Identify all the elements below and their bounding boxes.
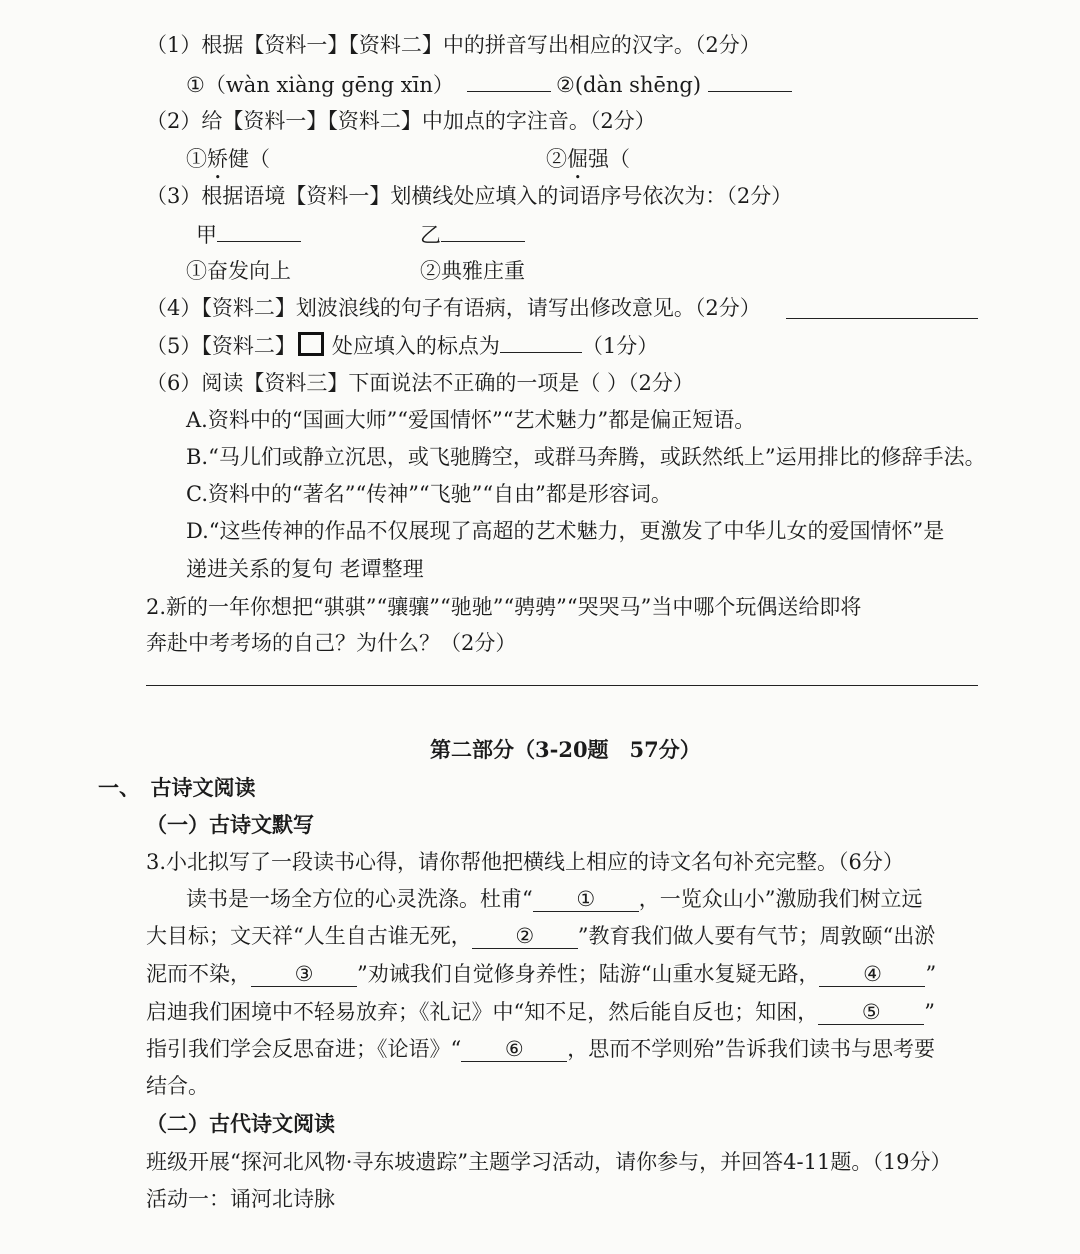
para-text: 泥而不染， bbox=[146, 962, 251, 986]
q1-sub3-option1: ①奋发向上 bbox=[186, 259, 291, 283]
jia-label: 甲 bbox=[196, 223, 217, 247]
q1-sub3-jia bbox=[196, 220, 301, 250]
fill-blank-6[interactable]: ⑥ bbox=[461, 1037, 567, 1062]
answer-blank-sub4[interactable] bbox=[786, 300, 978, 319]
q2-line1: 2.新的一年你想把“骐骐”“骧骧”“驰驰”“骋骋”“哭哭马”当中哪个玩偶送给即将 bbox=[146, 595, 862, 619]
answer-blank-jia[interactable] bbox=[217, 223, 301, 242]
answer-blank-a[interactable] bbox=[467, 73, 551, 92]
item-b-number: ② bbox=[546, 147, 567, 171]
q3-para-line1 bbox=[186, 884, 922, 914]
sub5-score: （1分） bbox=[581, 334, 659, 358]
para-text: ”教育我们做人要有气节；周敦颐“出淤 bbox=[577, 924, 936, 948]
yi-label: 乙 bbox=[420, 223, 441, 247]
option-d-line2: 递进关系的复句 老谭整理 bbox=[186, 557, 424, 581]
item-a-number: ① bbox=[186, 147, 207, 171]
q1-sub2-prompt: （2）给【资料一】【资料二】中加点的字注音。（2分） bbox=[146, 109, 656, 133]
pinyin-b: ②(dàn shēng) bbox=[556, 73, 702, 97]
sub5-suffix: 处应填入的标点为 bbox=[331, 334, 500, 358]
item-b-rest: 强（ bbox=[588, 147, 630, 171]
para-text: 启迪我们困境中不轻易放弃；《礼记》中“知不足，然后能自反也；知困， bbox=[146, 1000, 819, 1024]
fill-blank-4[interactable]: ④ bbox=[819, 962, 925, 987]
para-text: ”劝诫我们自觉修身养性；陆游“山重水复疑无路， bbox=[357, 962, 820, 986]
q1-sub1-item-a bbox=[186, 70, 551, 100]
activity-intro: 班级开展“探河北风物·寻东坡遗踪”主题学习活动，请你参与，并回答4-11题。（19分） bbox=[146, 1150, 952, 1174]
q1-sub1-prompt: （1）根据【资料一】【资料二】中的拼音写出相应的汉字。（2分） bbox=[146, 33, 761, 57]
section-1-heading: 一、 古诗文阅读 bbox=[98, 775, 256, 800]
answer-blank-yi[interactable] bbox=[441, 223, 525, 242]
q3-para-line6: 结合。 bbox=[146, 1074, 209, 1098]
q1-sub3-option2: ②典雅庄重 bbox=[420, 259, 525, 283]
answer-blank-b[interactable] bbox=[708, 73, 792, 92]
q1-sub4-prompt: （4）【资料二】划波浪线的句子有语病，请写出修改意见。（2分） bbox=[146, 296, 761, 320]
q1-sub2-item-a bbox=[186, 144, 270, 184]
activity-1-title: 活动一：诵河北诗脉 bbox=[146, 1187, 335, 1211]
q2-answer-line[interactable] bbox=[146, 685, 978, 686]
q1-sub3-yi bbox=[420, 220, 525, 250]
q3-para-line4 bbox=[146, 997, 935, 1027]
q2-line2: 奔赴中考考场的自己？为什么？（2分） bbox=[146, 631, 517, 655]
q1-sub5-prompt bbox=[146, 331, 658, 361]
q3-para-line2 bbox=[146, 921, 935, 951]
option-c: C.资料中的“著名”“传神”“飞驰”“自由”都是形容词。 bbox=[186, 482, 672, 506]
blank-box-icon bbox=[298, 332, 324, 356]
item-a-rest: 健（ bbox=[228, 147, 270, 171]
para-text: ” bbox=[925, 962, 937, 986]
pinyin-a: ①（wàn xiàng gēng xīn） bbox=[186, 73, 454, 97]
q3-para-line5 bbox=[146, 1034, 935, 1064]
fill-blank-3[interactable]: ③ bbox=[251, 962, 357, 987]
fill-blank-5[interactable]: ⑤ bbox=[818, 1000, 924, 1025]
para-text: 读书是一场全方位的心灵洗涤。杜甫“ bbox=[186, 887, 533, 911]
q1-sub2-item-b bbox=[546, 144, 630, 184]
q1-sub6-prompt: （6）阅读【资料三】下面说法不正确的一项是（ ）（2分） bbox=[146, 371, 694, 395]
option-d-line1: D.“这些传神的作品不仅展现了高超的艺术魅力，更激发了中华儿女的爱国情怀”是 bbox=[186, 519, 945, 543]
q1-sub1-item-b bbox=[556, 70, 792, 100]
para-text: 大目标；文天祥“人生自古谁无死， bbox=[146, 924, 472, 948]
q1-sub3-prompt: （3）根据语境【资料一】划横线处应填入的词语序号依次为：（2分） bbox=[146, 184, 793, 208]
part2-heading: 第二部分（3-20题 57分） bbox=[430, 737, 701, 762]
dotted-char-a: 矫 bbox=[207, 147, 228, 171]
fill-blank-1[interactable]: ① bbox=[533, 887, 639, 912]
q3-prompt: 3.小北拟写了一段读书心得，请你帮他把横线上相应的诗文名句补充完整。（6分） bbox=[146, 850, 904, 874]
para-text: 指引我们学会反思奋进；《论语》“ bbox=[146, 1037, 462, 1061]
option-a: A.资料中的“国画大师”“爱国情怀”“艺术魅力”都是偏正短语。 bbox=[186, 408, 756, 432]
dotted-char-b: 倔 bbox=[567, 147, 588, 171]
para-text: ” bbox=[924, 1000, 935, 1024]
para-text: ，思而不学则殆”告诉我们读书与思考要 bbox=[567, 1037, 935, 1061]
subsection-2-heading: （二）古代诗文阅读 bbox=[146, 1111, 335, 1136]
sub5-prefix: （5）【资料二】 bbox=[146, 334, 296, 358]
q3-para-line3 bbox=[146, 959, 936, 989]
fill-blank-2[interactable]: ② bbox=[472, 924, 578, 949]
answer-blank-sub5[interactable] bbox=[500, 334, 582, 353]
option-b: B.“马儿们或静立沉思，或飞驰腾空，或群马奔腾，或跃然纸上”运用排比的修辞手法。 bbox=[186, 445, 986, 469]
subsection-1-heading: （一）古诗文默写 bbox=[146, 812, 314, 837]
para-text: ，一览众山小”激励我们树立远 bbox=[638, 887, 923, 911]
